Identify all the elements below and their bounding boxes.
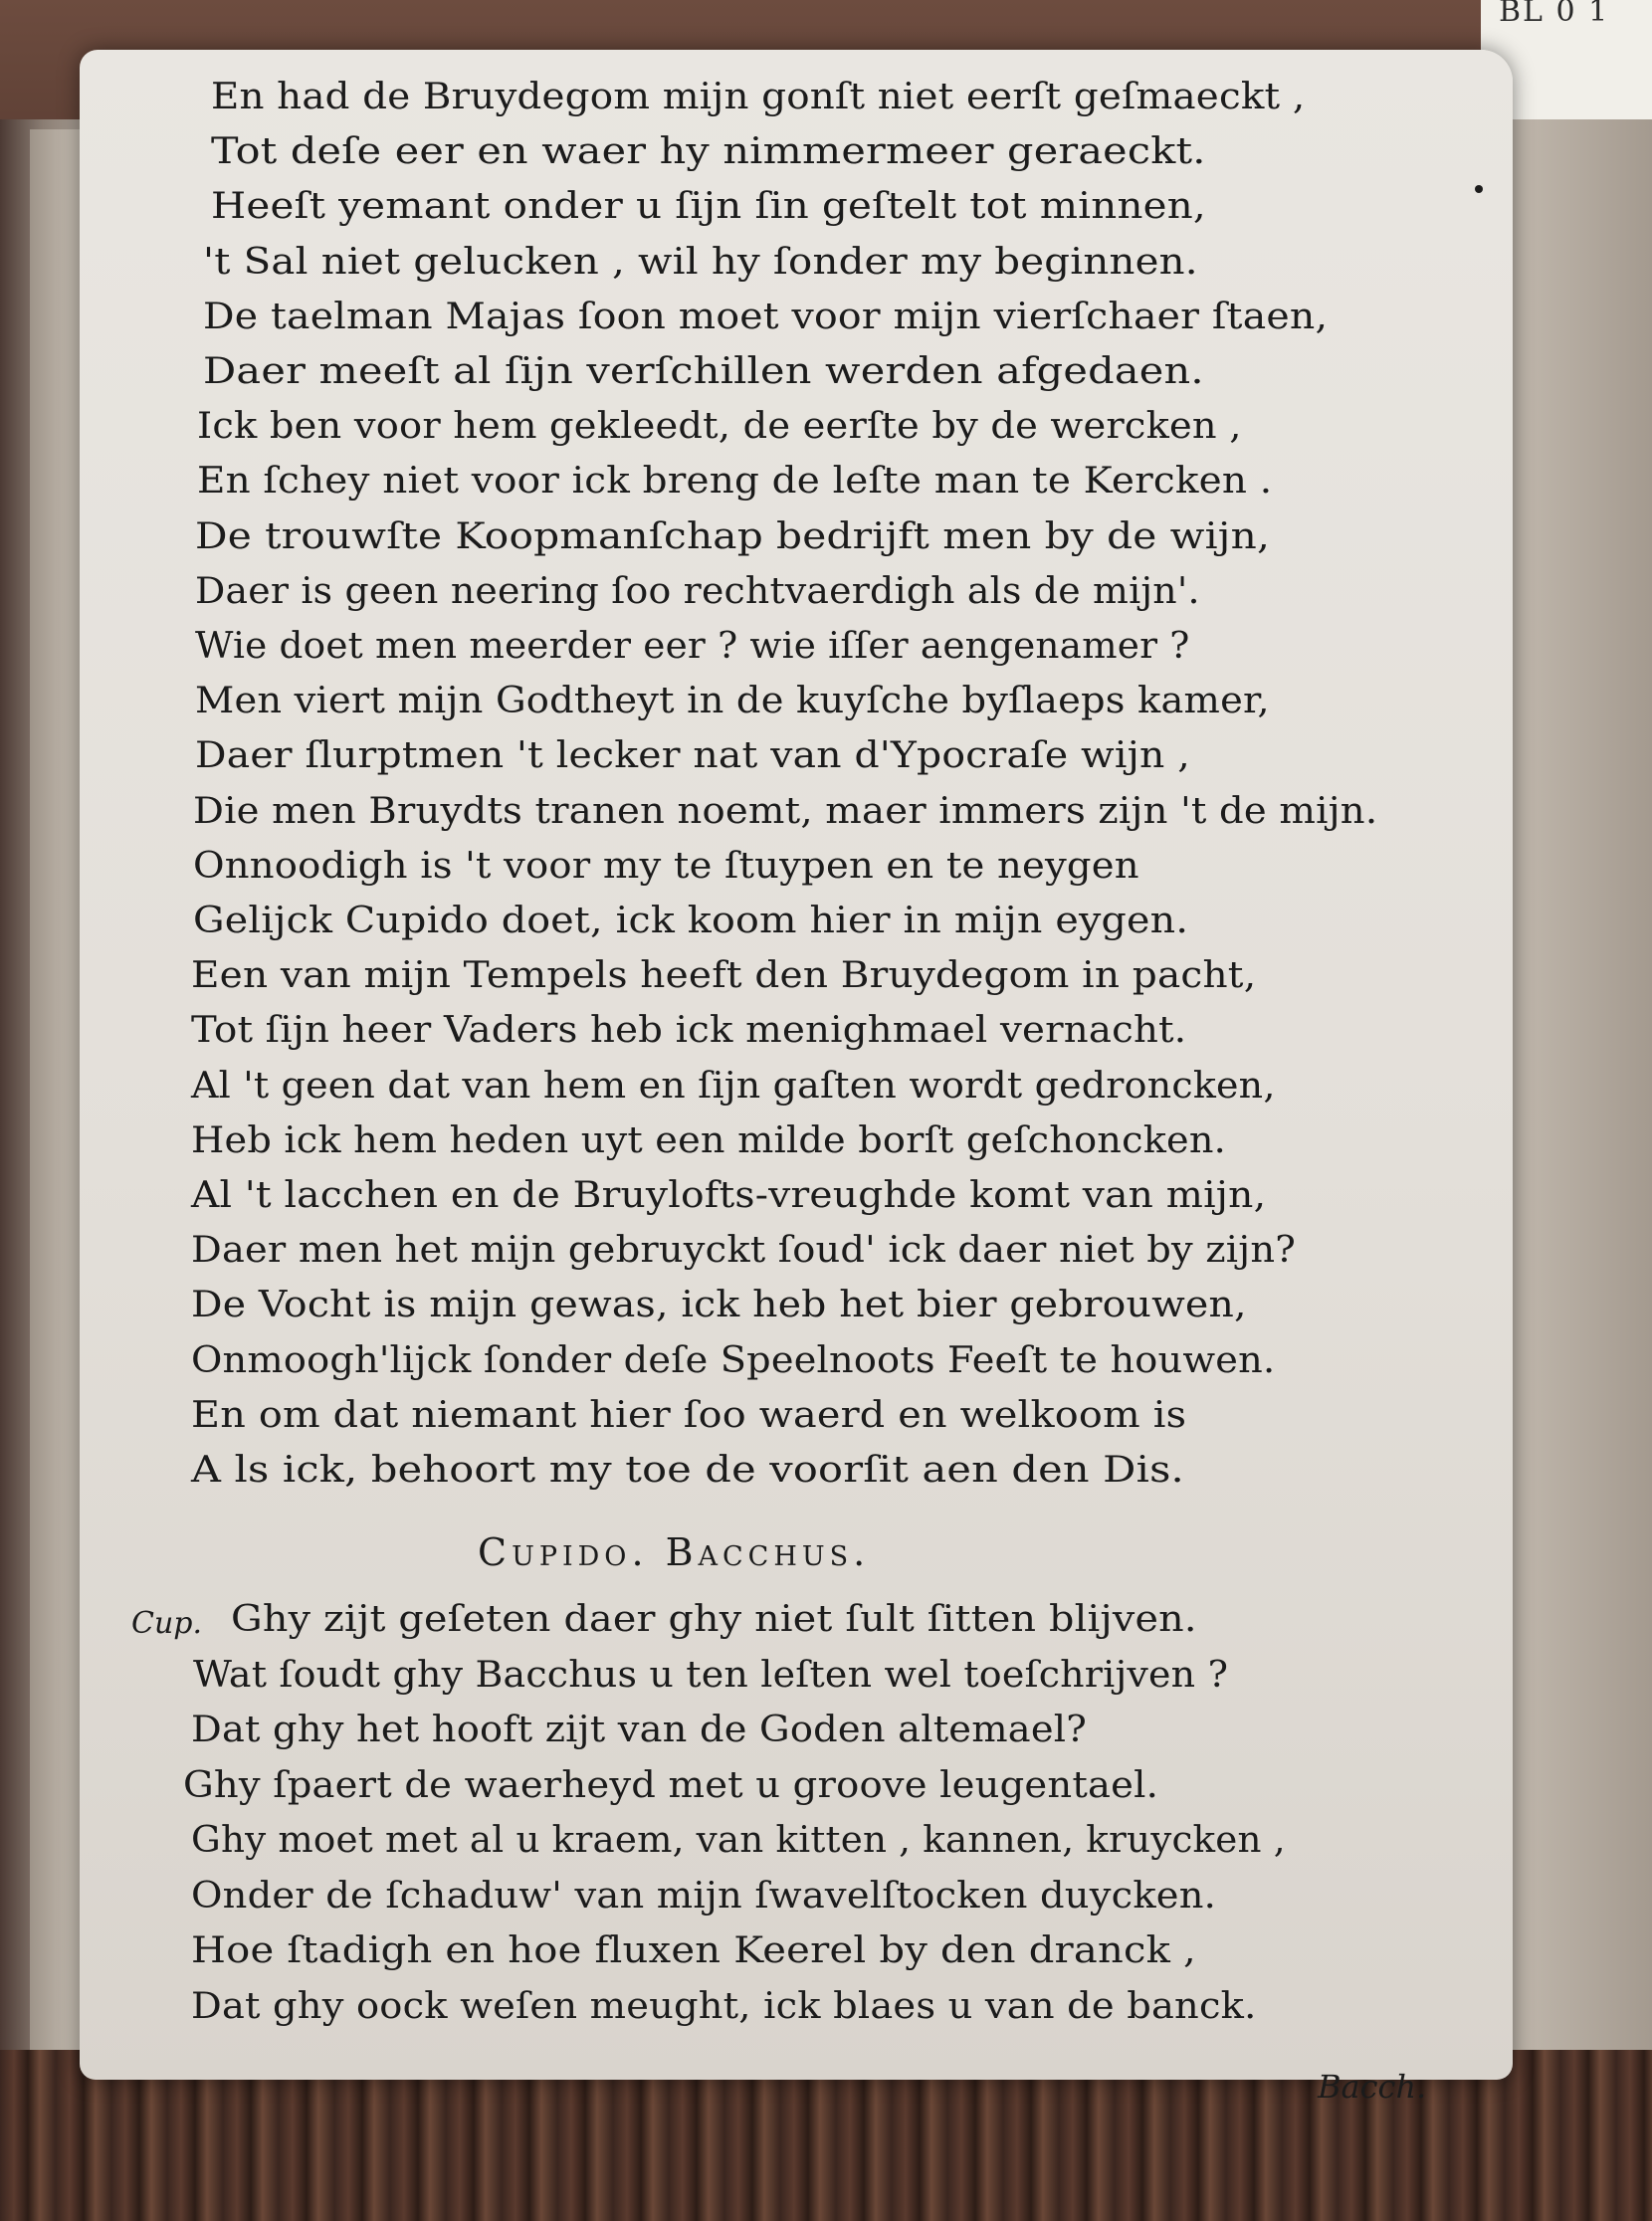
verse-line: Daer meeſt al ſijn verſchillen werden afgedaen. bbox=[203, 351, 1204, 392]
verse-line: Die men Bruydts tranen noemt, maer immers zijn 't de mijn. bbox=[193, 790, 1378, 832]
verse-line: Daer ſlurptmen 't lecker nat van d'Ypocraſe wijn , bbox=[195, 735, 1190, 777]
verse-line: Tot deſe eer en waer hy nimmermeer geraeckt. bbox=[211, 131, 1206, 173]
verse-line: De trouwſte Koopmanſchap bedrijft men by de wijn, bbox=[195, 515, 1271, 557]
verse-line: Wie doet men meerder eer ? wie iſſer aengenamer ? bbox=[195, 626, 1190, 667]
verse-line: Onmoogh'lijck ſonder deſe Speelnoots Feeſt te houwen. bbox=[191, 1339, 1276, 1381]
verse-line: En ſchey niet voor ick breng de leſte man te Kercken . bbox=[197, 461, 1273, 503]
scene-heading: Cupido. Bacchus. bbox=[478, 1530, 871, 1574]
dialogue-line: Hoe ſtadigh en hoe fluxen Keerel by den dranck , bbox=[191, 1930, 1197, 1971]
verse-line: En om dat niemant hier ſoo waerd en welkoom is bbox=[191, 1394, 1187, 1436]
verse-line: Al 't geen dat van hem en ſijn gaſten wordt gedroncken, bbox=[191, 1065, 1276, 1107]
verse-line: Daer is geen neering ſoo rechtvaerdigh als de mijn'. bbox=[195, 570, 1200, 612]
verse-line: Tot ſijn heer Vaders heb ick menighmael vernacht. bbox=[191, 1010, 1187, 1052]
verse-line: Gelijck Cupido doet, ick koom hier in mijn eygen. bbox=[193, 901, 1189, 941]
verse-line: De Vocht is mijn gewas, ick heb het bier gebrouwen, bbox=[191, 1285, 1247, 1326]
verse-line: 't Sal niet gelucken , wil hy ſonder my beginnen. bbox=[203, 241, 1198, 283]
verse-line: Daer men het mijn gebruyckt ſoud' ick daer niet by zijn? bbox=[191, 1230, 1296, 1272]
ink-mark bbox=[1475, 185, 1483, 193]
dialogue-line: Onder de ſchaduw' van mijn ſwavelſtocken duycken. bbox=[191, 1875, 1217, 1917]
dialogue-line: Wat ſoudt ghy Bacchus u ten leſten wel toeſchrijven ? bbox=[193, 1654, 1229, 1696]
verse-line: A ls ick, behoort my toe de voorſit aen den Dis. bbox=[191, 1450, 1184, 1491]
verse-line: Onnoodigh is 't voor my te ſtuypen en te neygen bbox=[193, 845, 1139, 887]
verse-line: En had de Bruydegom mijn gonſt niet eerſt geſmaeckt , bbox=[211, 77, 1306, 117]
verse-line: Ick ben voor hem gekleedt, de eerſte by de wercken , bbox=[197, 406, 1242, 448]
verse-line: De taelman Majas ſoon moet voor mijn vierſchaer ſtaen, bbox=[203, 296, 1329, 337]
corner-tag-label: BL 0 1 bbox=[1499, 0, 1610, 29]
dialogue-line: Ghy moet met al u kraem, van kitten , kannen, kruycken , bbox=[191, 1820, 1286, 1861]
verse-line: Al 't lacchen en de Bruylofts-vreughde komt van mijn, bbox=[191, 1175, 1267, 1216]
speaker-label: Cup. bbox=[131, 1606, 203, 1641]
dialogue-line: Ghy zijt geſeten daer ghy niet ſult ſitten blijven. bbox=[231, 1599, 1197, 1640]
catchword: Bacch. bbox=[1318, 2068, 1427, 2106]
verse-line: Een van mijn Tempels heeft den Bruydegom in pacht, bbox=[191, 955, 1257, 997]
dialogue-line: Dat ghy oock weſen meught, ick blaes u van de banck. bbox=[191, 1985, 1257, 2027]
dialogue-line: Dat ghy het hooft zijt van de Goden altemael? bbox=[191, 1710, 1088, 1750]
verse-line: Heeſt yemant onder u ſijn ſin geſtelt tot minnen, bbox=[211, 186, 1206, 228]
dialogue-line: Ghy ſpaert de waerheyd met u groove leugentael. bbox=[183, 1764, 1159, 1806]
verse-line: Men viert mijn Godtheyt in de kuyſche byſlaeps kamer, bbox=[195, 681, 1270, 722]
verse-line: Heb ick hem heden uyt een milde borſt geſchoncken. bbox=[191, 1119, 1227, 1161]
